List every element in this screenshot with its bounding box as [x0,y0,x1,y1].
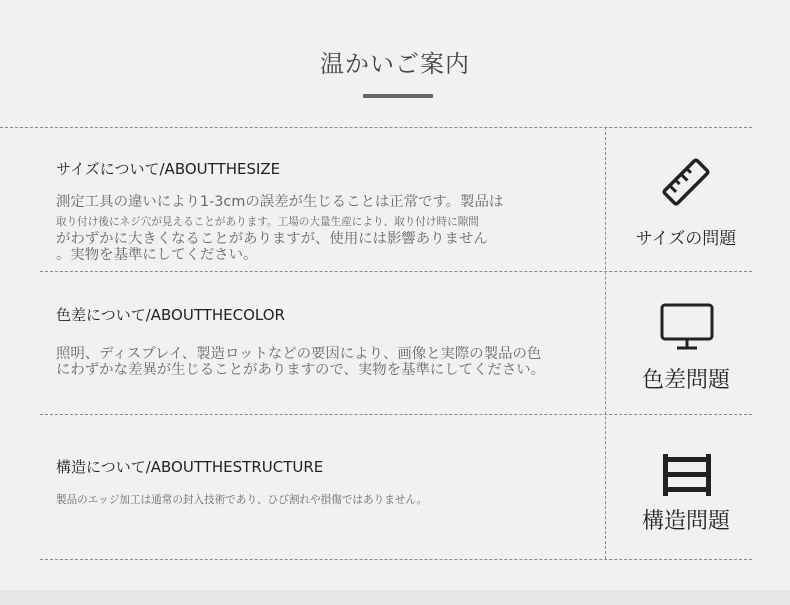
section-text-structure-line-1: 製品のエッジ加工は通常の封入技術であり、ひび割れや損傷ではありません。 [56,494,428,506]
column-divider [605,127,606,559]
divider-2 [40,414,752,415]
section-heading-size: サイズについて/ABOUTTHESIZE [56,160,281,178]
label-color-problem: 色差問題 [641,368,730,393]
section-text-color-line-2: にわずかな差異が生じることがありますので、実物を基準にしてください。 [56,362,545,378]
section-text-size-line-2: 取り付け後にネジ穴が見えることがあります。工場の大量生産により、取り付け時に隙間 [56,216,479,228]
divider-1 [40,271,752,272]
section-text-size-line-3: がわずかに大きくなることがありますが、使用には影響ありません [56,231,488,247]
section-text-color-line-1: 照明、ディスプレイ、製造ロットなどの要因により、画像と実際の製品の色 [56,346,542,362]
divider-top [0,127,752,128]
divider-bottom [40,559,752,560]
bottom-band [0,590,790,605]
section-text-size-line-1: 測定工具の違いにより1-3cmの誤差が生じることは正常です。製品は [56,194,504,210]
monitor-icon [659,302,715,352]
ruler-icon [660,156,712,208]
page-title: 温かいご案内 [320,50,470,78]
title-underline [363,94,433,98]
section-text-size-line-4: 。実物を基準にしてください。 [56,247,258,263]
label-structure-problem: 構造問題 [641,509,730,534]
label-size-problem: サイズの問題 [635,229,737,249]
ladder-icon [661,452,713,498]
section-heading-structure: 構造について/ABOUTTHESTRUCTURE [56,458,324,476]
section-heading-color: 色差について/ABOUTTHECOLOR [56,306,285,324]
